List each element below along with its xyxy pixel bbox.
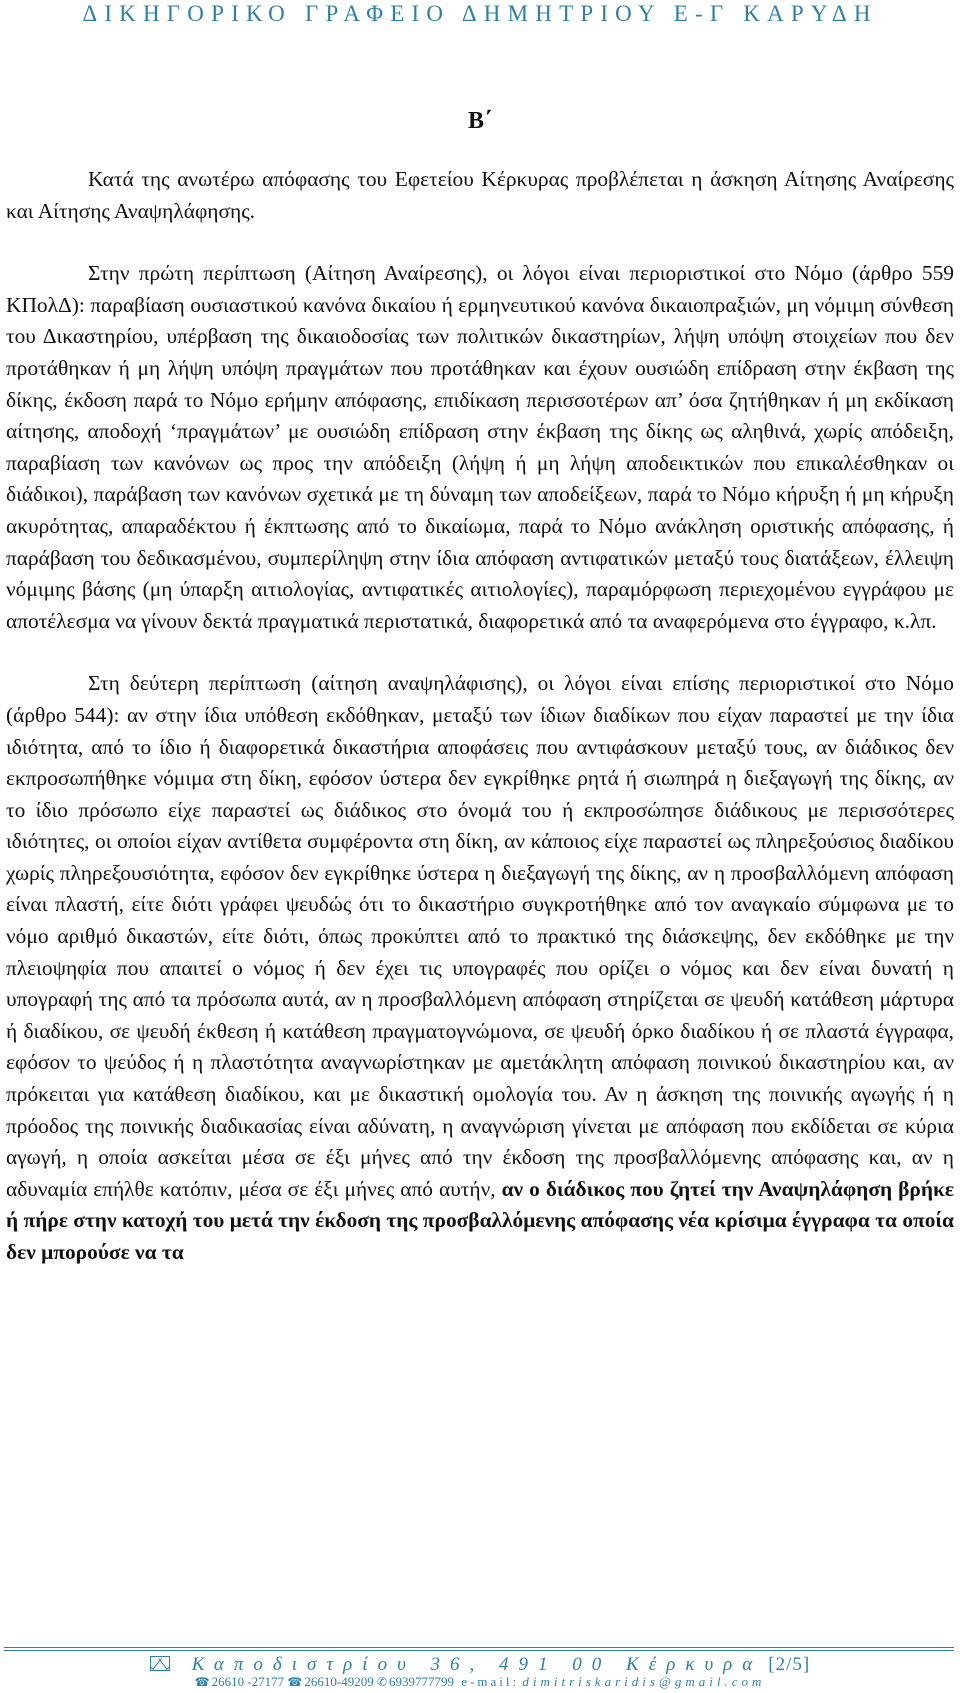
paragraph-spacer [6,227,954,258]
paragraph-revision-grounds [6,668,954,1268]
page-indicator: [2/5] [768,1654,811,1675]
paragraph-revision-bold-text: αν ο διάδικος που ζητεί την Αναψηλάφηση βρήκε ή πήρε στην κατοχή του μετά την έκδοση της προσβαλλόμενης απόφασης νέα κρίσιμα έγγραφα τα οποία δεν μπορούσε να τα [6,1176,955,1264]
document-body [6,104,954,1269]
envelope-icon [150,1656,170,1671]
footer-address: Καποδιστρίου 36, 491 00 Κέρκυρα [191,1654,763,1675]
footer-mobile: 6939777799 [389,1674,455,1689]
footer-phone1: 26610 -27177 [211,1674,285,1689]
footer-phone2: 26610-49209 [304,1674,374,1689]
paragraph-intro: Κατά της ανωτέρω απόφασης του Εφετείου Κέρκυρας προβλέπεται η άσκηση Αίτησης Αναίρεσης και Αίτησης Αναψηλάφησης. [6,167,954,223]
paragraph-spacer [6,637,954,668]
footer-email-label: e-mail: [461,1674,520,1689]
paragraph-revision-text: Στη δεύτερη περίπτωση (αίτηση αναψηλάφισης), οι λόγοι είναι επίσης περιοριστικοί στο Νόμο (άρθρο 544): αν στην ίδια υπόθεση εκδόθηκαν, μεταξύ των ίδιων διαδίκων που είχαν παραστεί με την ίδια ιδιότητα, από το ίδιο ή διαφορετικά δικαστήρια αποφάσεις που αντιφάσκουν μεταξύ τους, αν διάδικος δεν εκπροσωπήθηκε νόμιμα στη δίκη, εφόσον ύστερα δεν εγκρίθηκε ρητά ή σιωπηρά η διεξαγωγή της δίκης, αν το ίδιο πρόσωπο είχε παραστεί ως διάδικος στο όνομά του ή εκπροσώπησε διάδικους με περισσότερες ιδιότητες, οι οποίοι είχαν αντίθετα συμφέροντα στη δίκη, αν κάποιος είχε παραστεί ως πληρεξούσιος διαδίκου χωρίς πληρεξουσιότητα, εφόσον δεν εγκρίθηκε ύστερα η διεξαγωγή της δίκης, αν η προσβαλλόμενη απόφαση είναι πλαστή, είτε διότι γράφει ψευδώς ότι το δικαστήριο συγκροτήθηκε από τον αναγκαίο σύμφωνα με το νόμο αριθμό δικαστών, είτε διότι, όπως προκύπτει από το πρακτικό της διάσκεψης, δεν εκδόθηκε με την πλειοψηφία που απαιτεί ο νόμος ή δεν έχει τις υπογραφές που ορίζει ο νόμος και δεν είναι δυνατή η υπογραφή της από τα πρόσωπα αυτά, αν η προσβαλλόμενη απόφαση στηρίζεται σε ψευδή κατάθεση μάρτυρα ή διαδίκου, σε ψευδή έκθεση ή κατάθεση πραγματογνώμονα, σε ψευδή όρκο διαδίκου ή σε πλαστά έγγραφα, εφόσον το ψεύδος ή η πλαστότητα αναγνωρίστηκαν με αμετάκλητη απόφαση ποινικού δικαστηρίου και, αν πρόκειται για κατάθεση διαδίκου, και με δικαστική ομολογία του. Αν η άσκηση της ποινικής αγωγής ή η πρόοδος της ποινικής διαδικασίας είναι αδύνατη, η αναγνώριση γίνεται με απόφαση που εκδίδεται σε κύρια αγωγή, η οποία ασκείται μέσα σε έξι μήνες από την έκδοση της προσβαλλόμενης απόφασης και, αν η αδυναμία επήλθε κατόπιν, μέσα σε έξι μήνες από αυτήν, [6,671,954,1201]
footer-divider [4,1647,954,1648]
footer-address-line [0,1654,960,1676]
fax-icon: ☎ [287,1675,303,1689]
telephone-icon: ☎ [194,1675,210,1689]
footer-contact-line [0,1674,960,1690]
footer-email[interactable]: dimitriskaridis@gmail.com [522,1674,766,1689]
paragraph-annulment-grounds: Στην πρώτη περίπτωση (Αίτηση Αναίρεσης), οι λόγοι είναι περιοριστικοί στο Νόμο (άρθρο 559 ΚΠολΔ): παραβίαση ουσιαστικού κανόνα δικαίου ή ερμηνευτικού κανόνα δικαιοπραξιών, μη νόμιμη σύνθεση του Δικαστηρίου, υπέρβαση της δικαιοδοσίας των πολιτικών δικαστηρίων, λήψη υπόψη στοιχείων που δεν προτάθηκαν ή μη λήψη υπόψη πραγμάτων που προτάθηκαν και έχουν ουσιώδη επίδραση στην έκβαση της δίκης, έκδοση παρά το Νόμο ερήμην απόφασης, επιδίκαση περισσοτέρων απ’ όσα ζητήθηκαν ή μη εκδίκαση αίτησης, αποδοχή ‘πραγμάτων’ με ουσιώδη επίδραση στην έκβαση της δίκης ως αληθινά, χωρίς απόδειξη, παραβίαση των κανόνων ως προς την απόδειξη (λήψη ή μη λήψη αποδεικτικών που επικαλέσθηκαν οι διάδικοι), παράβαση των κανόνων σχετικά με τη δύναμη των αποδείξεων, παρά το Νόμο κήρυξη ή μη κήρυξη ακυρότητας, απαραδέκτου ή έκπτωσης από το δικαίωμα, παρά το Νόμο ανάκληση οριστικής απόφασης, ή παράβαση του δεδικασμένου, συμπερίληψη στην ίδια απόφαση αντιφατικών μεταξύ τους διατάξεων, έλλειψη νόμιμης βάσης (μη ύπαρξη αιτιολογίας, αντιφατικές αιτιολογίες), παραμόρφωση περιεχομένου εγγράφου με αποτέλεσμα να γίνουν δεκτά πραγματικά περιστατικά, διαφορετικά από τα αναφερόμενα στο έγγραφο, κ.λπ. [6,261,954,633]
footer-divider [4,1650,954,1651]
section-heading: Β΄ [468,108,492,134]
mobile-phone-icon: ✆ [376,1675,388,1689]
letterhead-title: ΔΙΚΗΓΟΡΙΚΟ ΓΡΑΦΕΙΟ ΔΗΜΗΤΡΙΟΥ Ε-Γ ΚΑΡΥΔΗ [82,1,878,26]
